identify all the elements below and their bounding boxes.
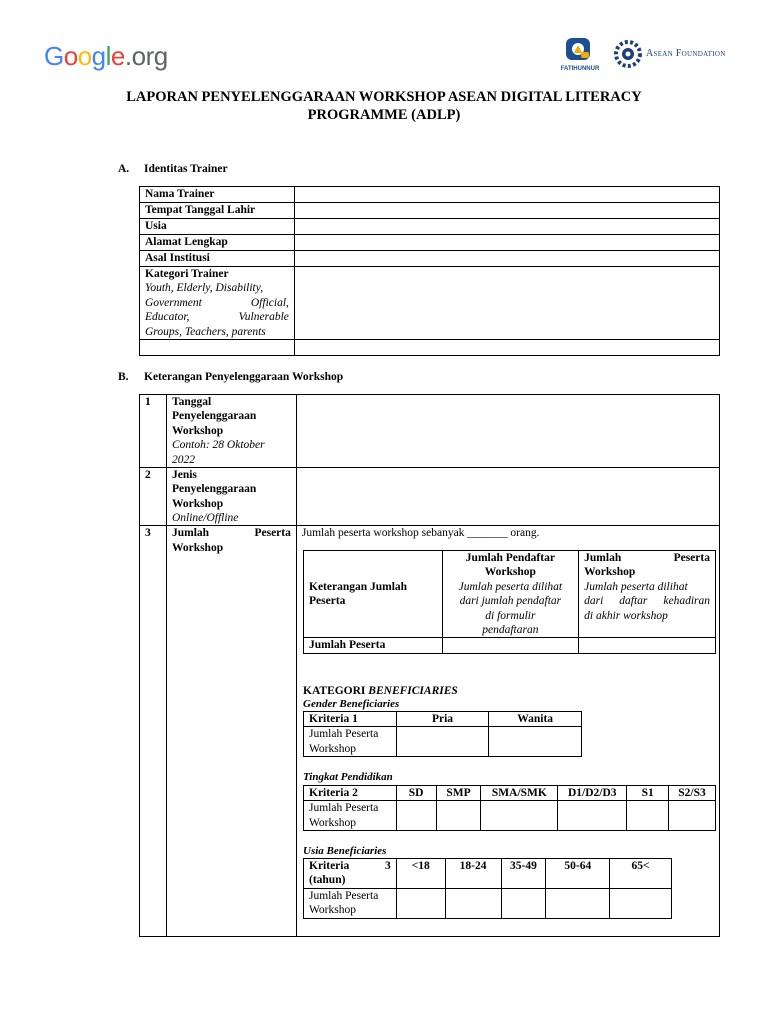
trainer-identity-table [139,186,720,356]
pendidikan-table [303,785,716,831]
table-row [140,187,720,203]
jenis-label-cell: Jenis Penyelenggaraan Workshop Online/Offline [166,467,296,526]
table-row [304,712,582,727]
tanggal-value-cell[interactable] [296,395,719,468]
field-value-cell[interactable] [294,203,719,219]
table-row [140,235,720,251]
table-row [304,786,716,801]
field-label: Asal Institusi [140,251,295,267]
table-row [140,219,720,235]
field-value-cell[interactable] [294,219,719,235]
value-cell[interactable] [669,801,716,831]
value-cell[interactable] [396,888,445,918]
table-header: 35-49 [501,859,546,889]
table-header: S2/S3 [669,786,716,801]
asean-foundation-logo-text: Asean Foundation [646,48,726,59]
table-row [304,801,716,831]
empty-cell [140,339,295,355]
table-row [140,339,720,355]
empty-cell[interactable] [294,339,719,355]
kategori-trainer-label-cell: Kategori Trainer Youth, Elderly, Disability, Government Official, Educator, Vulnerable Groups, Teachers, parents [140,267,295,340]
table-header: Kriteria 1 [304,712,397,727]
document-title [80,88,688,124]
pendaftar-header: Jumlah Pendaftar Workshop Jumlah peserta dilihat dari jumlah pendaftar di formulir pendaftaran [442,551,579,638]
value-cell[interactable] [610,888,672,918]
field-label: Alamat Lengkap [140,235,295,251]
kategori-beneficiaries-heading: KATEGORI BENEFICIARIES [303,685,458,697]
table-row [140,251,720,267]
gender-heading: Gender Beneficiaries [303,698,400,710]
usia-heading: Usia Beneficiaries [303,845,387,857]
field-label: Tempat Tanggal Lahir [140,203,295,219]
workshop-info-table [139,394,720,937]
field-label: Usia [140,219,295,235]
yayasan-logo-text: FATIHUNNUR [560,66,600,72]
row-number: 1 [140,395,167,468]
table-header: Kriteria 2 [304,786,397,801]
row-label: Jumlah Peserta Workshop [304,727,397,757]
peserta-count-table [303,550,716,654]
table-row [140,467,720,526]
section-b-heading: B. Keterangan Penyelenggaraan Workshop [118,371,344,383]
table-header: 65< [610,859,672,889]
table-row [304,727,582,757]
field-value-cell[interactable] [294,267,719,340]
table-row [304,551,716,638]
table-header: SD [396,786,436,801]
table-header: SMA/SMK [481,786,558,801]
asean-foundation-logo-icon [614,40,642,68]
title-line-2: PROGRAMME (ADLP) [307,107,461,123]
section-a-heading: A. Identitas Trainer [118,163,228,175]
value-cell[interactable] [501,888,546,918]
value-cell[interactable] [481,801,558,831]
jumlah-sentence: Jumlah peserta workshop sebanyak _______ orang. [301,527,540,540]
title-line-1: LAPORAN PENYELENGGARAAN WORKSHOP ASEAN DIGITAL LITERACY [126,89,642,105]
row-number: 3 [140,526,167,937]
field-label: Nama Trainer [140,187,295,203]
table-row [140,267,720,340]
tanggal-label-cell: Tanggal Penyelenggaraan Workshop Contoh: 28 Oktober 2022 [166,395,296,468]
table-row [304,638,716,654]
google-org-logo: Google.org [44,41,168,71]
jumlah-peserta-row-label: Jumlah Peserta [304,638,443,654]
table-header: Pria [396,712,489,727]
table-row [140,395,720,468]
value-cell[interactable] [558,801,627,831]
field-value-cell[interactable] [294,251,719,267]
value-cell[interactable] [445,888,501,918]
field-value-cell[interactable] [294,187,719,203]
table-row [304,859,672,889]
usia-table [303,858,672,919]
row-label: Jumlah Peserta Workshop [304,801,397,831]
table-header: <18 [396,859,445,889]
row-number: 2 [140,467,167,526]
value-cell[interactable] [489,727,582,757]
table-row [140,203,720,219]
keterangan-header: Keterangan Jumlah Peserta [304,551,443,638]
value-cell[interactable] [436,801,481,831]
field-value-cell[interactable] [294,235,719,251]
table-header: 18-24 [445,859,501,889]
table-header: D1/D2/D3 [558,786,627,801]
value-cell[interactable] [546,888,610,918]
jumlah-label-cell: Jumlah Peserta Workshop [166,526,296,937]
table-header: S1 [627,786,669,801]
table-row [304,888,672,918]
table-header: Wanita [489,712,582,727]
row-label: Jumlah Peserta Workshop [304,888,397,918]
value-cell[interactable] [396,727,489,757]
pendidikan-heading: Tingkat Pendidikan [303,771,393,783]
value-cell[interactable] [627,801,669,831]
table-header: Kriteria 3 (tahun) [304,859,397,889]
gender-table [303,711,582,757]
hadir-value-cell[interactable] [579,638,716,654]
pendaftar-value-cell[interactable] [442,638,579,654]
table-header: 50-64 [546,859,610,889]
table-header: SMP [436,786,481,801]
peserta-hadir-header: Jumlah Peserta Workshop Jumlah peserta dilihat dari daftar kehadiran di akhir workshop [579,551,716,638]
jenis-value-cell[interactable] [296,467,719,526]
value-cell[interactable] [396,801,436,831]
